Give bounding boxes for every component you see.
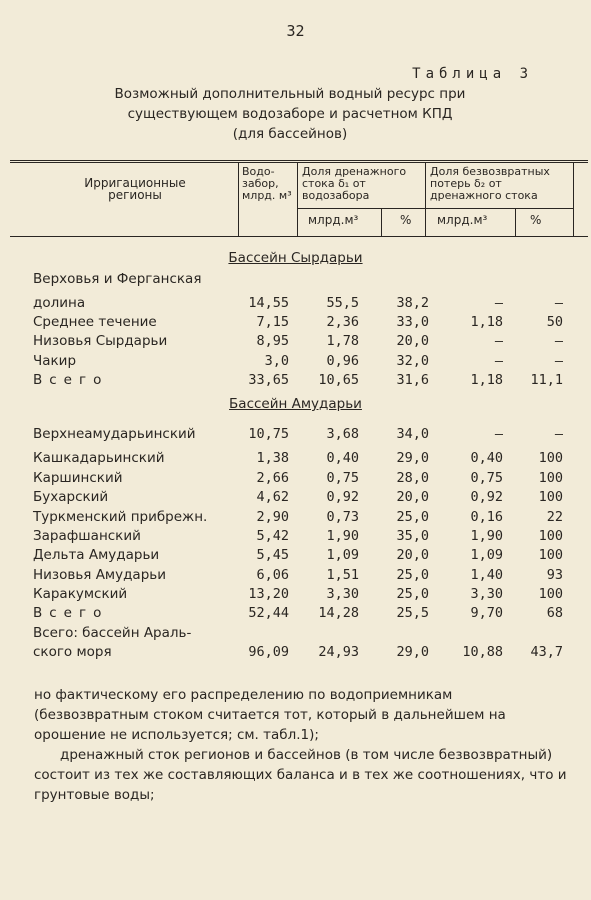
header-unit-pct: % (400, 213, 412, 227)
table-cell: – (494, 353, 503, 369)
table-row (0, 547, 591, 567)
table-row (0, 333, 591, 353)
table-cell: 35,0 (396, 528, 429, 544)
table-row (0, 644, 591, 664)
table-cell: – (554, 426, 563, 442)
table-cell: 52,44 (248, 605, 289, 621)
table-cell: 0,92 (470, 489, 503, 505)
table-cell: – (554, 353, 563, 369)
table-cell: 55,5 (326, 295, 359, 311)
row-label: долина (33, 295, 86, 311)
table-row (0, 271, 591, 291)
table-cell: 38,2 (396, 295, 429, 311)
table-cell: 5,45 (256, 547, 289, 563)
table-cell: 0,75 (326, 470, 359, 486)
table-cell: 2,66 (256, 470, 289, 486)
table-cell: 100 (538, 489, 563, 505)
table-row (0, 509, 591, 529)
table-cell: – (494, 295, 503, 311)
table-cell: 33,0 (396, 314, 429, 330)
table-cell: 96,09 (248, 644, 289, 660)
header-unit-pct: % (530, 213, 542, 227)
table-cell: 10,75 (248, 426, 289, 442)
body-text (34, 685, 569, 805)
table-cell: 7,15 (256, 314, 289, 330)
table-cell: 5,42 (256, 528, 289, 544)
table-cell: 4,62 (256, 489, 289, 505)
table-cell: 14,55 (248, 295, 289, 311)
table-top-rule-2 (10, 162, 588, 163)
column-divider (238, 163, 239, 236)
table-cell: 29,0 (396, 644, 429, 660)
table-cell: 25,0 (396, 586, 429, 602)
table-cell: 100 (538, 528, 563, 544)
column-divider (381, 208, 382, 236)
row-label: Низовья Амударьи (33, 567, 167, 583)
row-label: Верховья и Ферганская (33, 271, 202, 287)
table-cell: 0,16 (470, 509, 503, 525)
table-cell: 20,0 (396, 333, 429, 349)
table-cell: 43,7 (530, 644, 563, 660)
table-cell: 0,40 (326, 450, 359, 466)
table-cell: 32,0 (396, 353, 429, 369)
table-cell: 0,92 (326, 489, 359, 505)
table-cell: 0,73 (326, 509, 359, 525)
table-row (0, 625, 591, 645)
row-label: Дельта Амударьи (33, 547, 160, 563)
row-label: Всего: бассейн Араль- (33, 625, 192, 641)
table-row (0, 586, 591, 606)
section-title: Бассейн Амударьи (229, 396, 362, 412)
table-row (0, 426, 591, 446)
table-cell: 3,30 (326, 586, 359, 602)
table-cell: 34,0 (396, 426, 429, 442)
table-cell: – (554, 333, 563, 349)
table-cell: – (494, 426, 503, 442)
table-cell: 2,90 (256, 509, 289, 525)
table-cell: 2,36 (326, 314, 359, 330)
table-cell: – (554, 295, 563, 311)
table-cell: 25,0 (396, 567, 429, 583)
row-label: Каракумский (33, 586, 128, 602)
table-cell: 11,1 (530, 372, 563, 388)
table-cell: 1,38 (256, 450, 289, 466)
table-cell: 1,90 (470, 528, 503, 544)
caption-line: Возможный дополнительный водный ресурс при (114, 86, 466, 102)
table-cell: 9,70 (470, 605, 503, 621)
table-cell: 14,28 (318, 605, 359, 621)
row-label: Зарафшанский (33, 528, 141, 544)
table-cell: 29,0 (396, 450, 429, 466)
caption-line: (для бассейнов) (232, 126, 348, 142)
table-cell: 20,0 (396, 547, 429, 563)
table-caption (60, 84, 520, 144)
table-cell: 28,0 (396, 470, 429, 486)
table-row (0, 470, 591, 490)
table-cell: 8,95 (256, 333, 289, 349)
table-cell: 1,90 (326, 528, 359, 544)
table-label: Таблица 3 (412, 66, 533, 82)
table-cell: 33,65 (248, 372, 289, 388)
row-label: Чакир (33, 353, 77, 369)
table-cell: 1,18 (470, 314, 503, 330)
table-cell: 31,6 (396, 372, 429, 388)
table-cell: 50 (546, 314, 563, 330)
table-row (0, 314, 591, 334)
section-title: Бассейн Сырдарьи (228, 250, 363, 266)
header-unit-mlrd: млрд.м³ (308, 213, 359, 227)
table-cell: 6,06 (256, 567, 289, 583)
table-cell: 3,30 (470, 586, 503, 602)
row-label: Всего (33, 372, 109, 388)
table-cell: 0,40 (470, 450, 503, 466)
page-number: 32 (286, 22, 305, 40)
header-drain-share: Доля дренажного стока δ₁ от водозабора (302, 165, 407, 202)
table-row (0, 567, 591, 587)
table-cell: 100 (538, 586, 563, 602)
table-row (0, 489, 591, 509)
column-divider (425, 163, 426, 236)
table-row (0, 605, 591, 625)
column-divider (297, 163, 298, 236)
table-cell: 24,93 (318, 644, 359, 660)
table-cell: 100 (538, 470, 563, 486)
row-label: Всего (33, 605, 109, 621)
table-cell: 1,09 (326, 547, 359, 563)
row-label: Туркменский прибрежн. (33, 509, 208, 525)
table-cell: 100 (538, 450, 563, 466)
header-withdrawal: Водо-забор, млрд. м³ (242, 165, 292, 202)
header-unit-mlrd: млрд.м³ (437, 213, 488, 227)
header-sub-rule (297, 208, 573, 209)
table-cell: 1,18 (470, 372, 503, 388)
table-row (0, 528, 591, 548)
row-label: Каршинский (33, 470, 123, 486)
table-top-rule (10, 160, 588, 161)
row-label: Кашкадарьинский (33, 450, 165, 466)
table-cell: 100 (538, 547, 563, 563)
header-regions: Ирригационные регионы (84, 176, 186, 202)
table-row (0, 450, 591, 470)
table-cell: 3,68 (326, 426, 359, 442)
column-divider (515, 208, 516, 236)
paragraph: но фактическому его распределению по водоприемникам (безвозвратным стоком считается тот, который в дальнейшем на орошение не используется; см. табл.1); (34, 687, 506, 743)
table-cell: 25,5 (396, 605, 429, 621)
table-cell: 68 (546, 605, 563, 621)
column-divider (573, 163, 574, 236)
table-cell: 1,09 (470, 547, 503, 563)
table-row (0, 295, 591, 315)
table-cell: 1,51 (326, 567, 359, 583)
paragraph: дренажный сток регионов и бассейнов (в том числе безвозвратный) состоит из тех же составляющих баланса и в тех же соотношениях, что и грунтовые воды; (34, 747, 567, 803)
table-cell: 10,88 (462, 644, 503, 660)
table-cell: 13,20 (248, 586, 289, 602)
table-row (0, 372, 591, 392)
row-label: Верхнеамударьинский (33, 426, 196, 442)
table-cell: 1,40 (470, 567, 503, 583)
table-cell: 10,65 (318, 372, 359, 388)
table-cell: 3,0 (264, 353, 289, 369)
table-cell: 1,78 (326, 333, 359, 349)
row-label: Среднее течение (33, 314, 157, 330)
table-cell: 93 (546, 567, 563, 583)
row-label: Бухарский (33, 489, 109, 505)
table-cell: 0,96 (326, 353, 359, 369)
header-bottom-rule (10, 236, 588, 237)
table-cell: – (494, 333, 503, 349)
table-cell: 22 (546, 509, 563, 525)
row-label: ского моря (33, 644, 112, 660)
table-cell: 0,75 (470, 470, 503, 486)
table-cell: 25,0 (396, 509, 429, 525)
header-loss-share: Доля безвозвратных потерь δ₂ от дренажного стока (430, 165, 550, 202)
table-cell: 20,0 (396, 489, 429, 505)
row-label: Низовья Сырдарьи (33, 333, 168, 349)
table-row (0, 353, 591, 373)
caption-line: существующем водозаборе и расчетном КПД (127, 106, 453, 122)
